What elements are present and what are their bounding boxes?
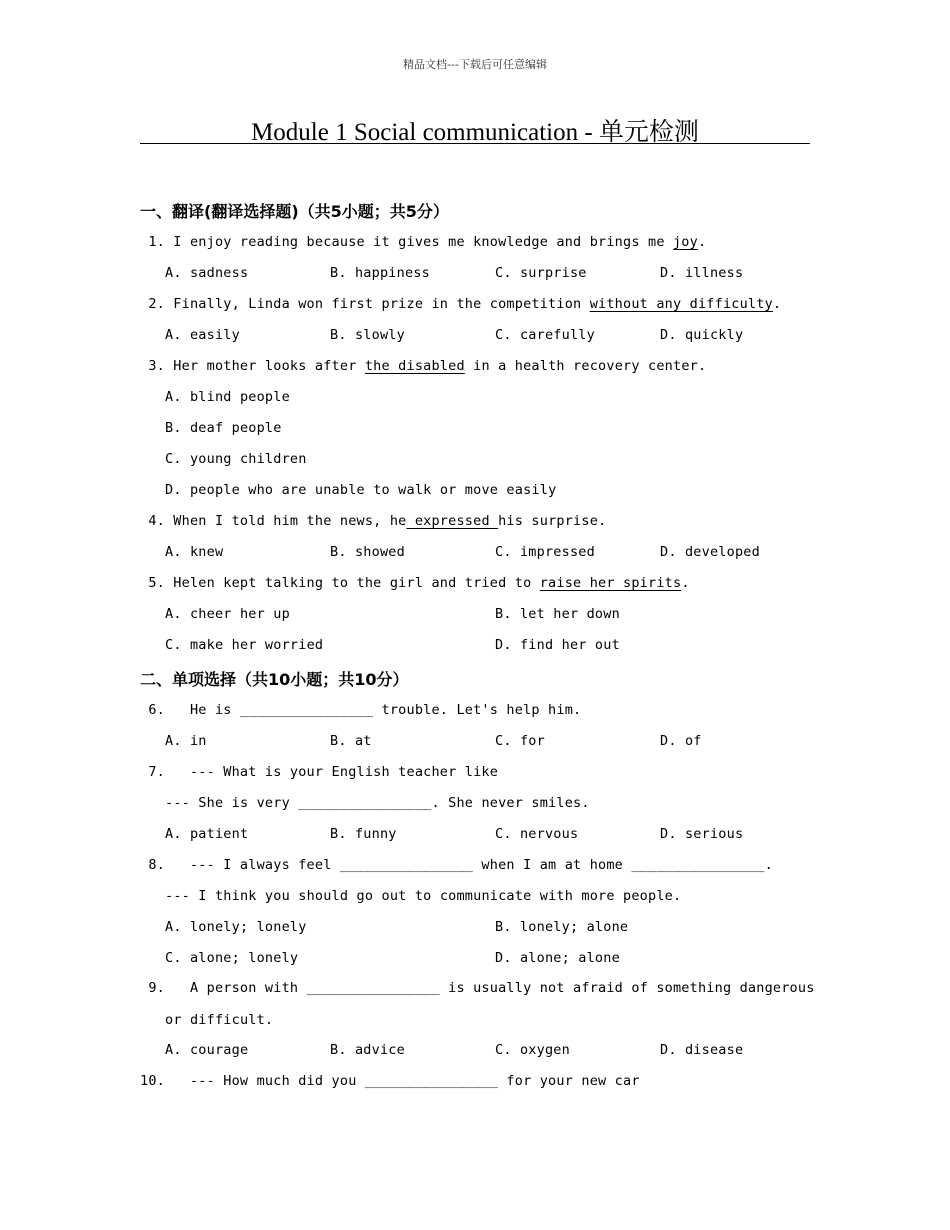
option-b: B. deaf people [165,420,282,436]
option-c: C. impressed [495,544,595,560]
option-d: D. alone; alone [495,950,620,966]
option-a: A. courage [165,1042,249,1058]
question-8-line-2: --- I think you should go out to communicate with more people. [165,888,682,904]
question-text: . [772,296,782,312]
option-d: D. illness [660,265,744,281]
underlined-word: the disabled [364,358,465,374]
section-1-heading: 一、翻译(翻译选择题)（共5小题；共5分） [140,202,449,221]
option-c: C. make her worried [165,637,324,653]
question-4 [140,513,606,529]
question-text: 2. Finally, Linda won first prize in the competition [140,296,590,312]
page-title: Module 1 Social communication - 单元检测 [251,119,699,146]
option-a: A. easily [165,327,240,343]
question-text: his surprise. [498,513,607,529]
option-c: C. surprise [495,265,587,281]
option-d: D. quickly [660,327,744,343]
option-a: A. in [165,733,207,749]
option-d: D. of [660,733,702,749]
title-rule [140,143,810,144]
option-d: D. disease [660,1042,744,1058]
page-header: 精品文档---下载后可任意编辑 [403,58,547,71]
underlined-word: without any difficulty [589,296,773,312]
option-c: C. for [495,733,545,749]
underlined-word: joy [672,234,698,250]
question-5 [140,575,690,591]
underlined-word: expressed [406,513,499,529]
question-text: 3. Her mother looks after [140,358,365,374]
question-3 [140,358,706,374]
question-text: . [681,575,690,591]
option-a: A. knew [165,544,224,560]
question-2 [140,296,781,312]
option-a: A. sadness [165,265,249,281]
option-c: C. oxygen [495,1042,570,1058]
option-a: A. patient [165,826,249,842]
option-b: B. let her down [495,606,620,622]
question-text: 5. Helen kept talking to the girl and tried to [140,575,540,591]
question-1 [140,234,706,250]
section-2-heading: 二、单项选择（共10小题；共10分） [140,670,409,689]
option-a: A. lonely; lonely [165,919,307,935]
question-8: 8. --- I always feel ________________ when I am at home ________________. [140,857,773,873]
option-b: B. lonely; alone [495,919,629,935]
option-c: C. young children [165,451,307,467]
option-b: B. slowly [330,327,405,343]
question-text: in a health recovery center. [464,358,707,374]
question-text: . [697,234,707,250]
question-text: 4. When I told him the news, he [140,513,407,529]
option-d: D. serious [660,826,744,842]
underlined-word: raise her spirits [539,575,682,591]
option-d: D. find her out [495,637,620,653]
option-c: C. alone; lonely [165,950,299,966]
option-b: B. advice [330,1042,405,1058]
question-6: 6. He is ________________ trouble. Let's help him. [140,702,582,718]
question-10: 10. --- How much did you ________________ for your new car [140,1073,640,1089]
question-9: 9. A person with ________________ is usually not afraid of something dangerous [140,980,815,996]
option-b: B. happiness [330,265,430,281]
question-7-line-2: --- She is very ________________. She never smiles. [165,795,590,811]
question-9-line-2: or difficult. [165,1012,274,1028]
question-text: 1. I enjoy reading because it gives me knowledge and brings me [140,234,673,250]
option-a: A. blind people [165,389,290,405]
question-7: 7. --- What is your English teacher like [140,764,499,780]
option-d: D. people who are unable to walk or move easily [165,482,557,498]
option-b: B. showed [330,544,405,560]
option-a: A. cheer her up [165,606,290,622]
option-b: B. at [330,733,372,749]
option-c: C. nervous [495,826,579,842]
option-c: C. carefully [495,327,595,343]
option-d: D. developed [660,544,760,560]
option-b: B. funny [330,826,397,842]
